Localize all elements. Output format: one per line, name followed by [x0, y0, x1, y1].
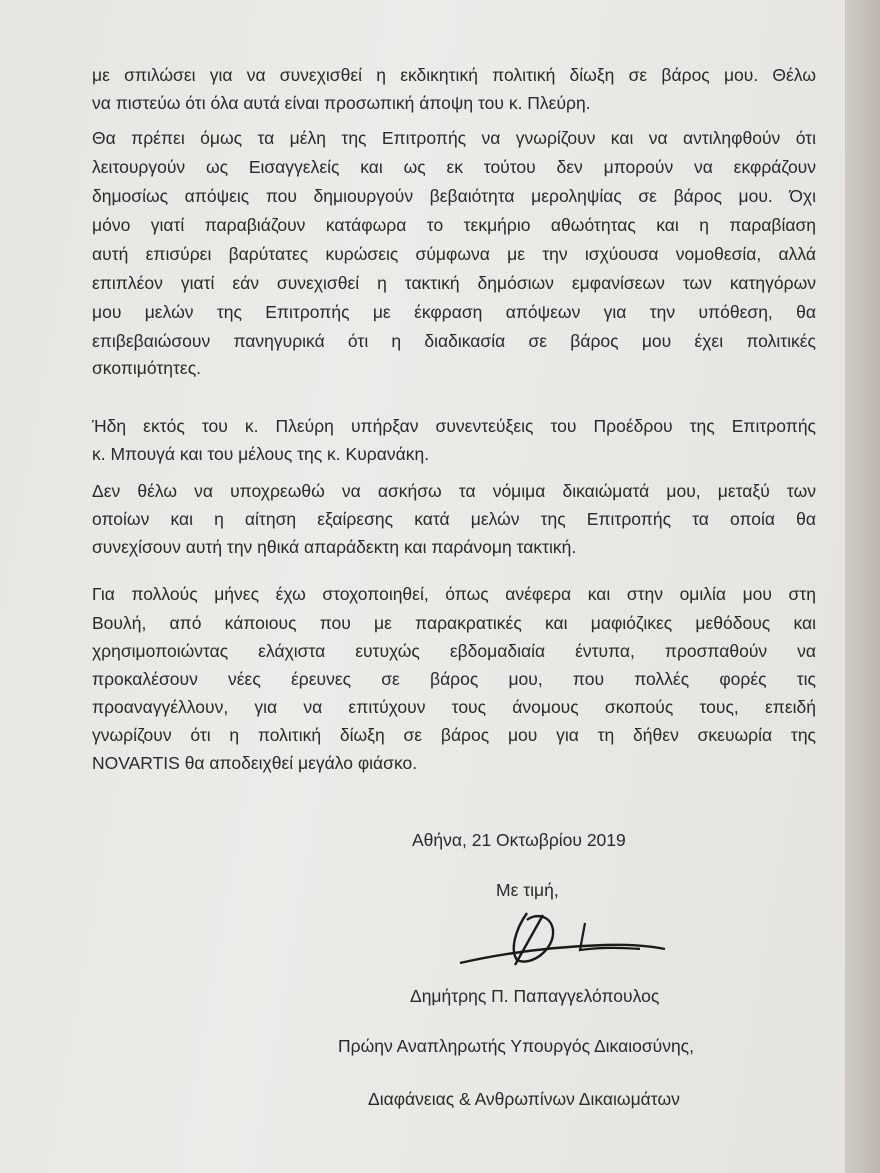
paragraph-4-line: Δεν θέλω να υποχρεωθώ να ασκήσω τα νόμιμα δικαιώματά μου, μεταξύ των: [92, 481, 816, 501]
paragraph-5-line: NOVARTIS θα αποδειχθεί μεγάλο φιάσκο.: [92, 753, 418, 773]
paragraph-2-line: σκοπιμότητες.: [92, 358, 202, 378]
paragraph-1-line: να πιστεύω ότι όλα αυτά είναι προσωπική άποψη του κ. Πλεύρη.: [92, 93, 591, 113]
paragraph-4-line: οποίων και η αίτηση εξαίρεσης κατά μελών της Επιτροπής τα οποία θα: [92, 509, 816, 529]
paragraph-3-line: Ήδη εκτός του κ. Πλεύρη υπήρξαν συνεντεύξεις του Προέδρου της Επιτροπής: [92, 416, 816, 436]
paragraph-5-line: προκαλέσουν νέες έρευνες σε βάρος μου, που πολλές φορές τις: [92, 669, 816, 689]
paragraph-5-line: χρησιμοποιώντας ελάχιστα ευτυχώς εβδομαδιαία έντυπα, προσπαθούν να: [92, 641, 816, 661]
signatory-title-line1: Πρώην Αναπληρωτής Υπουργός Δικαιοσύνης,: [338, 1036, 694, 1056]
signatory-name: Δημήτρης Π. Παπαγγελόπουλος: [410, 986, 660, 1006]
paragraph-2-line: επιπλέον γιατί εάν συνεχισθεί η τακτική δημόσιων εμφανίσεων των κατηγόρων: [92, 273, 816, 293]
paragraph-5-line: προαναγγέλλουν, για να επιτύχουν τους άνομους σκοπούς τους, επειδή: [92, 697, 816, 717]
page-edge-shadow: [845, 0, 880, 1173]
paragraph-2-line: δημοσίως απόψεις που δημιουργούν βεβαιότητα μεροληψίας σε βάρος μου. Όχι: [92, 186, 816, 206]
signature: [455, 905, 675, 975]
letter-salutation: Με τιμή,: [496, 880, 559, 900]
paragraph-2-line: Θα πρέπει όμως τα μέλη της Επιτροπής να γνωρίζουν και να αντιληφθούν ότι: [92, 128, 816, 148]
letter-date: Αθήνα, 21 Οκτωβρίου 2019: [412, 830, 626, 850]
paragraph-3-line: κ. Μπουγά και του μέλους της κ. Κυρανάκη.: [92, 444, 430, 464]
paragraph-2-line: μου μελών της Επιτροπής με έκφραση απόψεων για την υπόθεση, θα: [92, 302, 816, 322]
paragraph-5-line: γνωρίζουν ότι η πολιτική δίωξη σε βάρος μου για τη δήθεν σκευωρία της: [92, 725, 816, 745]
paragraph-1-line: με σπιλώσει για να συνεχισθεί η εκδικητική πολιτική δίωξη σε βάρος μου. Θέλω: [92, 65, 816, 85]
paragraph-5-line: Για πολλούς μήνες έχω στοχοποιηθεί, όπως ανέφερα και στην ομιλία μου στη: [92, 584, 816, 604]
paragraph-2-line: επιβεβαιώσουν πανηγυρικά ότι η διαδικασία σε βάρος μου έχει πολιτικές: [92, 331, 816, 351]
paragraph-5-line: Βουλή, από κάποιους που με παρακρατικές και μαφιόζικες μεθόδους και: [92, 613, 816, 633]
signatory-title-line2: Διαφάνειας & Ανθρωπίνων Δικαιωμάτων: [368, 1089, 680, 1109]
paragraph-4-line: συνεχίσουν αυτή την ηθικά απαράδεκτη και παράνομη τακτική.: [92, 537, 577, 557]
paragraph-2-line: μόνο γιατί παραβιάζουν κατάφωρα το τεκμήριο αθωότητας και η παραβίαση: [92, 215, 816, 235]
paragraph-2-line: λειτουργούν ως Εισαγγελείς και ως εκ τούτου δεν μπορούν να εκφράζουν: [92, 157, 816, 177]
paragraph-2-line: αυτή επισύρει βαρύτατες κυρώσεις σύμφωνα με την ισχύουσα νομοθεσία, αλλά: [92, 244, 816, 264]
